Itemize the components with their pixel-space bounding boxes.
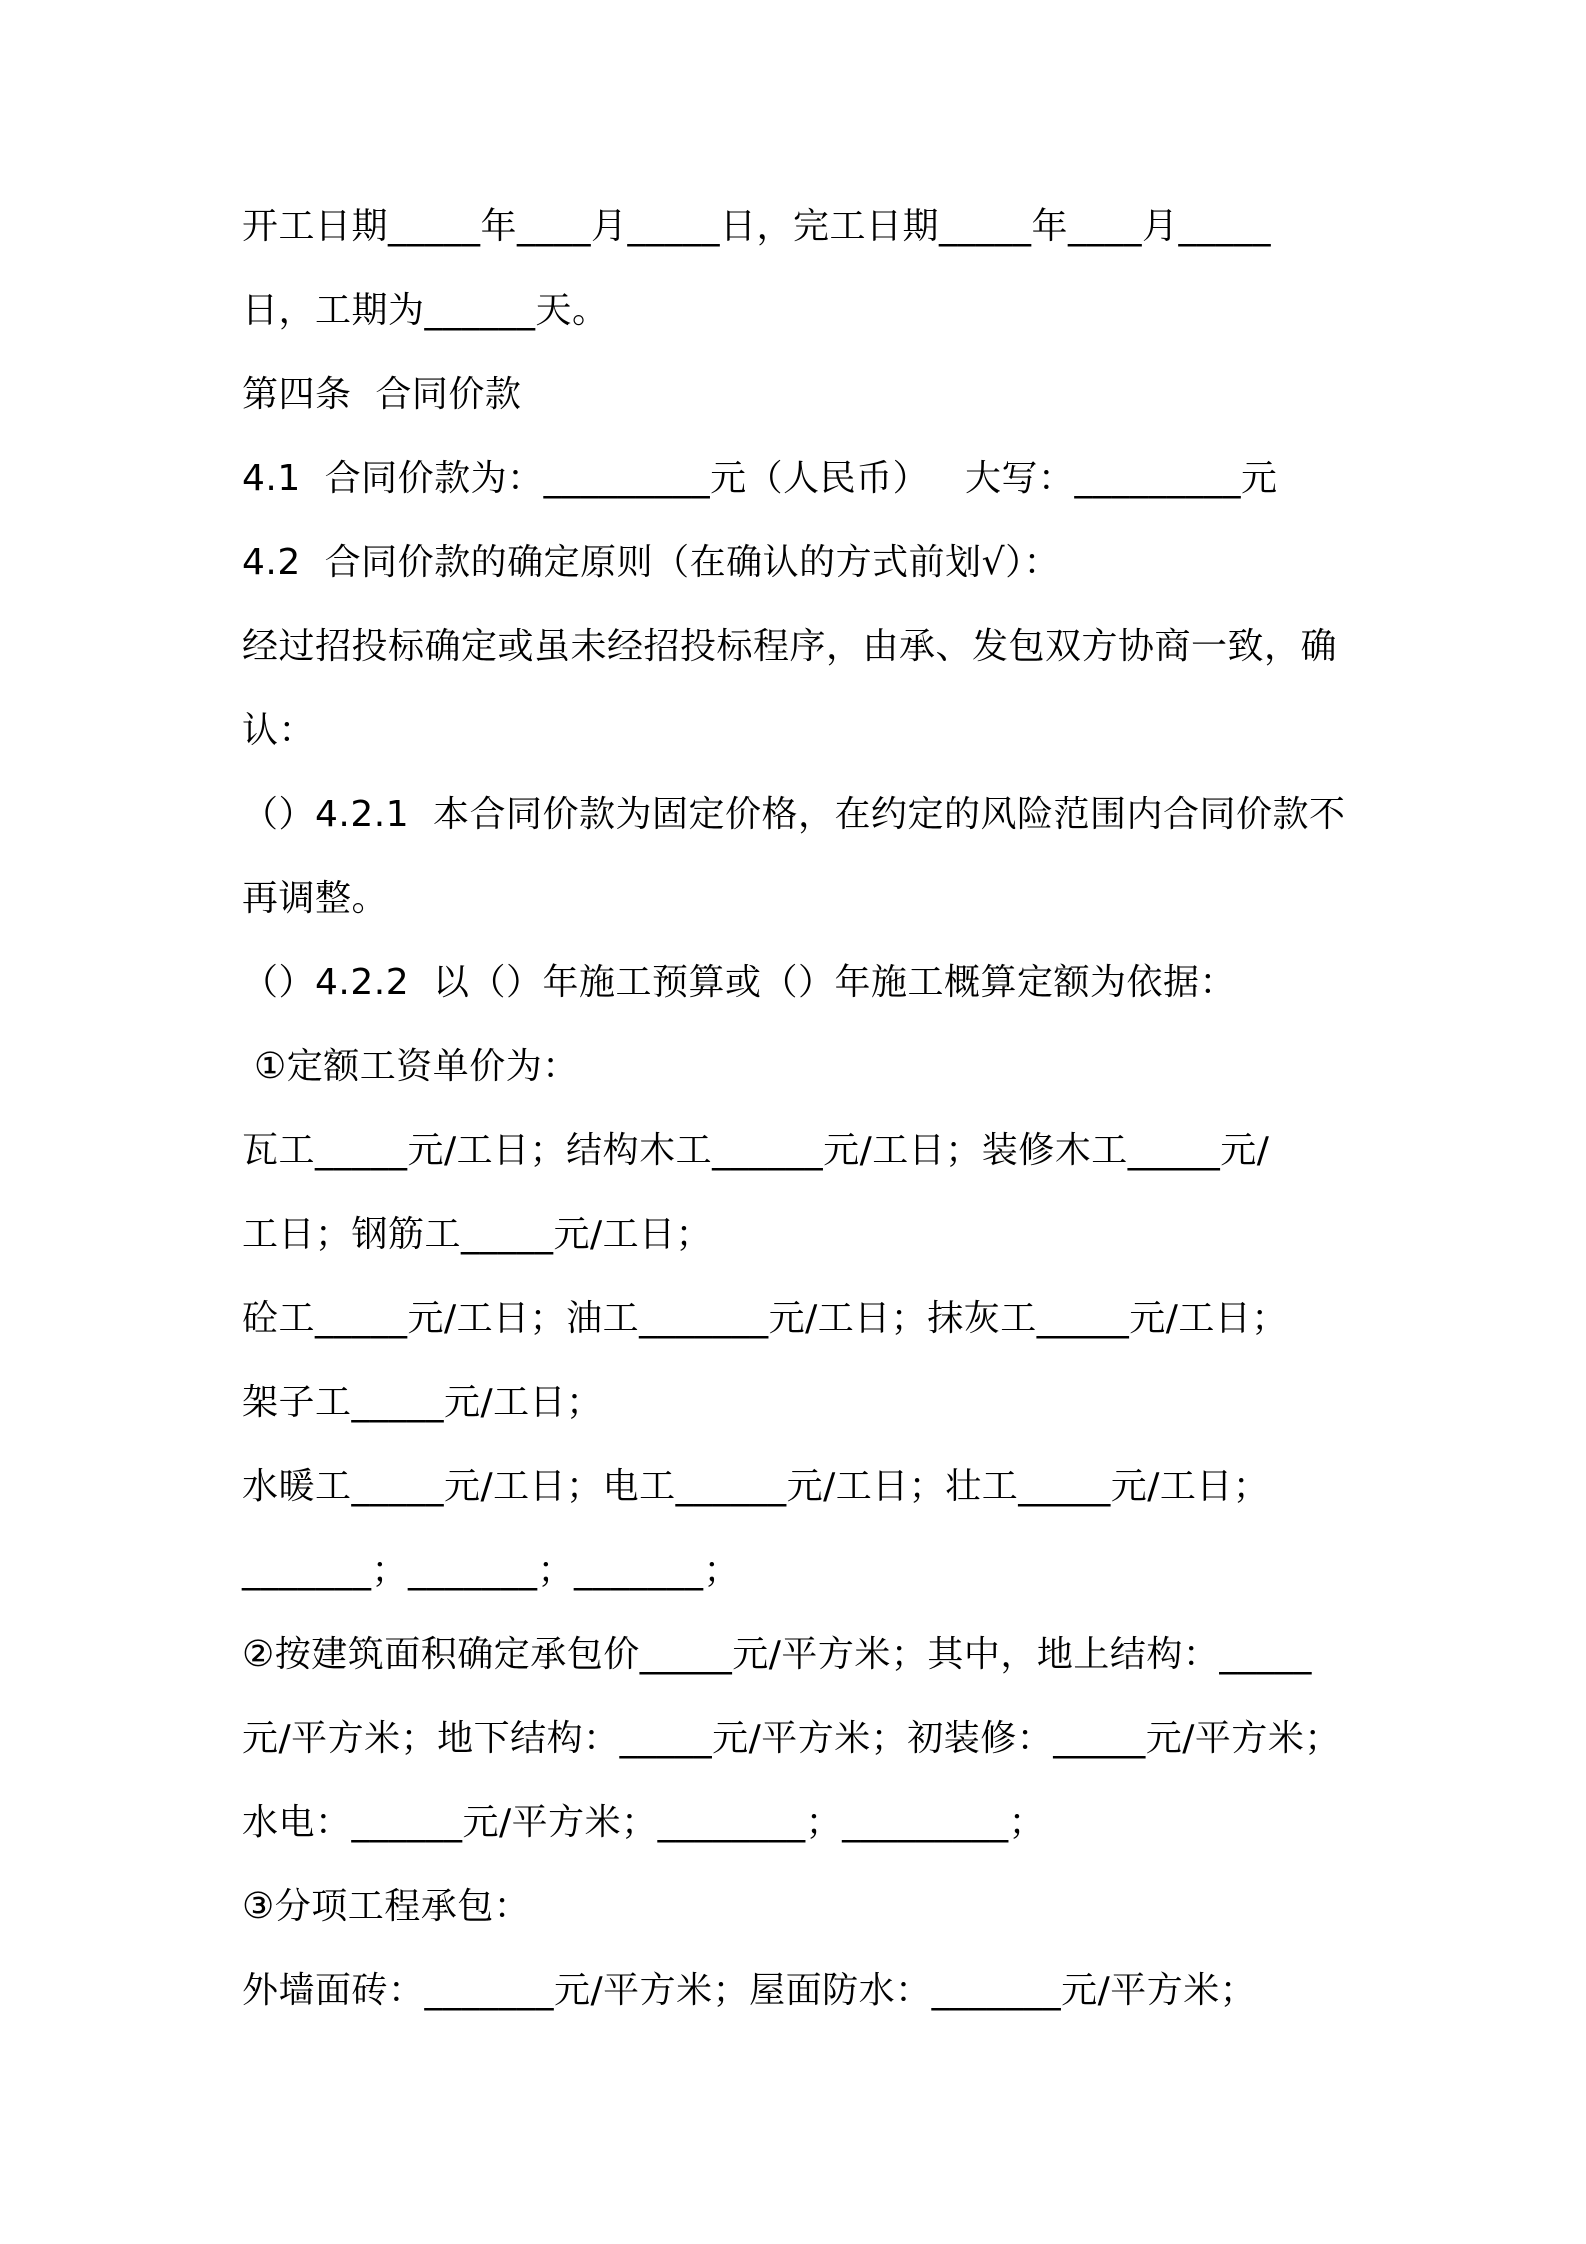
- text-line: （）4.2.1 本合同价款为固定价格，在约定的风险范围内合同价款不: [242, 794, 1346, 835]
- text-line: （）4.2.2 以（）年施工预算或（）年施工概算定额为依据：: [242, 962, 1236, 1003]
- text-line: 砼工_____元/工日；油工_______元/工日；抹灰工_____元/工日；: [242, 1298, 1288, 1339]
- text-line: 日，工期为______天。: [242, 290, 609, 331]
- text-line: 架子工_____元/工日；: [242, 1382, 603, 1423]
- text-line: 外墙面砖：_______元/平方米；屋面防水：_______元/平方米；: [242, 1970, 1257, 2011]
- text-line: 水暖工_____元/工日；电工______元/工日；壮工_____元/工日；: [242, 1466, 1270, 1507]
- text-line: 4.2 合同价款的确定原则（在确认的方式前划√）：: [242, 542, 1061, 583]
- text-line: ③分项工程承包：: [242, 1886, 531, 1927]
- text-line: 开工日期_____年____月_____日，完工日期_____年____月_____: [242, 206, 1272, 247]
- text-line: _______；_______；_______；: [242, 1550, 740, 1591]
- text-line: 经过招投标确定或虽未经招投标程序，由承、发包双方协商一致，确: [242, 626, 1338, 667]
- section-heading: 第四条 合同价款: [242, 374, 522, 415]
- text-line: 瓦工_____元/工日；结构木工______元/工日；装修木工_____元/: [242, 1130, 1270, 1171]
- text-line: ①定额工资单价为：: [242, 1046, 579, 1087]
- text-line: 认：: [242, 710, 316, 751]
- text-line: ②按建筑面积确定承包价_____元/平方米；其中，地上结构：_____: [242, 1634, 1312, 1675]
- text-line: 再调整。: [242, 878, 389, 919]
- text-line: 元/平方米；地下结构：_____元/平方米；初装修：_____元/平方米；: [242, 1718, 1341, 1759]
- text-line: 水电：______元/平方米；________；_________；: [242, 1802, 1046, 1843]
- text-line: 工日；钢筋工_____元/工日；: [242, 1214, 713, 1255]
- text-line: 4.1 合同价款为：_________元（人民币） 大写：_________元: [242, 458, 1278, 499]
